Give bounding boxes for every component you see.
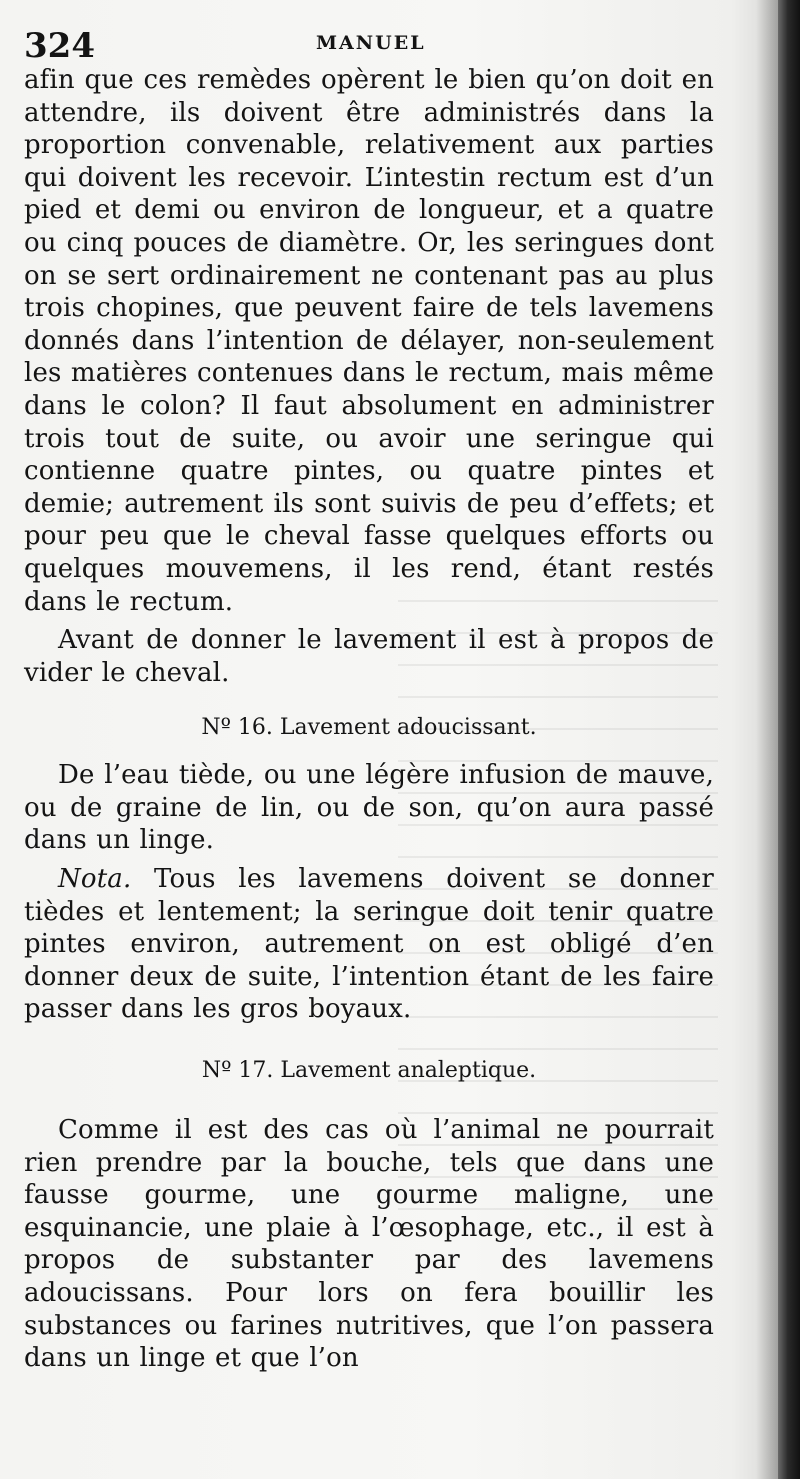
running-title: MANUEL <box>316 32 426 54</box>
nota-text: Tous les lavemens doivent se donner tièdes et lentement; la seringue doit tenir quatre pintes environ, autrement on est obligé d’en donner deux de suite, l’intention étant de les faire passer dans les gros boyaux. <box>24 864 714 1025</box>
paragraph-recipe-17: Comme il est des cas où l’animal ne pourrait rien prendre par la bouche, tels que dans une fausse gourme, une gourme maligne, une esquinancie, une plaie à l’œsophage, etc., il est à propos de substanter par des lavemens adoucissans. Pour lors on fera bouillir les substances ou farines nutritives, que l’on passera dans un linge et que l’on <box>24 1115 714 1374</box>
paragraph-continuation: afin que ces remèdes opèrent le bien qu’on doit en attendre, ils doivent être administrés dans la proportion convenable, relativement aux parties qui doivent les recevoir. L’intestin rectum est d’un pied et demi ou environ de longueur, et a quatre ou cinq pouces de diamètre. Or, les seringues dont on se sert ordinairement ne contenant pas au plus trois chopines, que peuvent faire de tels lavemens donnés dans l’intention de délayer, non-seulement les matières contenues dans le rectum, mais même dans le colon? Il faut absolument en administrer trois tout de suite, ou avoir une seringue qui contienne quatre pintes, ou quatre pintes et demie; autrement ils sont suivis de peu d’effets; et pour peu que le cheval fasse quelques efforts ou quelques mouvemens, il les rend, étant restés dans le rectum. <box>24 65 714 617</box>
running-head <box>24 26 714 64</box>
page-content <box>24 26 714 1375</box>
section-heading-17: Nº 17. Lavement analeptique. <box>201 1058 537 1084</box>
page-edge <box>778 0 800 1479</box>
page-shadow <box>756 0 778 1479</box>
paragraph-recipe-16: De l’eau tiède, ou une légère infusion de mauve, ou de graine de lin, ou de son, qu’on aura passé dans un linge. <box>24 760 714 856</box>
page-number: 324 <box>24 26 95 66</box>
section-heading-16: Nº 16. Lavement adoucissant. <box>201 715 537 741</box>
nota-label: Nota. <box>58 864 132 895</box>
paragraph-nota <box>24 863 714 1026</box>
paragraph-vider: Avant de donner le lavement il est à propos de vider le cheval. <box>24 625 714 688</box>
